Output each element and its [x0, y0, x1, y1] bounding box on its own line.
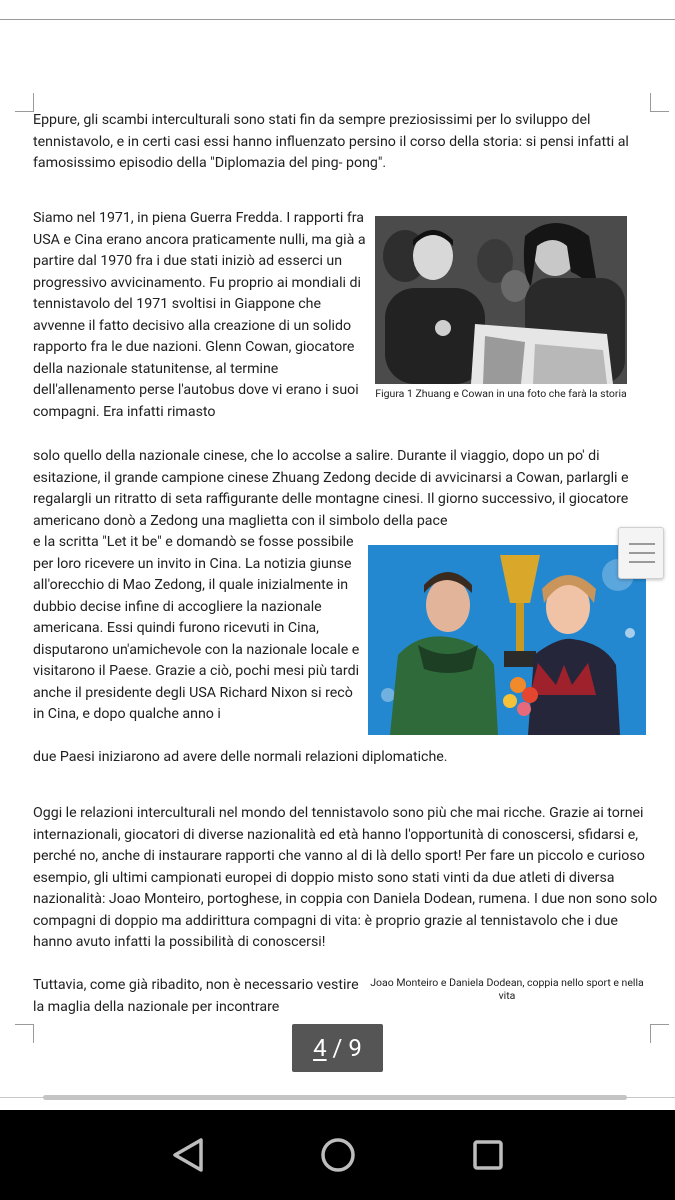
paragraph-1971-story-part4: due Paesi iniziarono ad avere delle normali relazioni diplomatiche. [33, 749, 448, 765]
page-corner-mark [15, 1024, 34, 1043]
page-indicator[interactable] [292, 1024, 383, 1072]
paragraph-1971-story-part2: solo quello della nazionale cinese, che lo accolse a salire. Durante il viaggio, dopo un po' di esitazione, il grande campione cinese Zhuang Zedong decide di avvicinarsi a Cowan, parlargli e regalargli un ritratto di seta raffigurante delle montagne cinesi. Il giorno successivo, il giocatore americano donò a Zedong una maglietta con il simbolo della pace [33, 448, 629, 529]
page-corner-mark [15, 93, 34, 112]
home-button[interactable] [313, 1130, 363, 1180]
page-corner-mark [650, 1024, 669, 1043]
top-divider [0, 19, 675, 20]
hamburger-icon [629, 561, 655, 563]
current-page-number: 4 [313, 1034, 327, 1062]
recents-button[interactable] [463, 1130, 513, 1180]
paragraph-1971-story-part1: Siamo nel 1971, in piena Guerra Fredda. I rapporti fra USA e Cina erano ancora praticamente nulli, ma già a partire dal 1970 fra i due stati iniziò ad esserci un progressivo avvicinamento. Fu proprio ai mondiali di tennistavolo del 1971 svoltisi in Giappone che avvenne il fatto decisivo alla creazione di un solido rapporto fra le due nazioni. Glenn Cowan, giocatore della nazionale statunitense, al termine dell'allenamento perse l'autobus dove vi erano i suoi compagni. Era infatti rimasto [33, 210, 366, 420]
system-navigation-bar [0, 1110, 675, 1200]
page-corner-mark [650, 93, 669, 112]
paragraph-intercultural-today: Oggi le relazioni interculturali nel mondo del tennistavolo sono più che mai ricche. Grazie ai tornei internazionali, giocatori di diverse nazionalità ed età hanno l'opportunità di conoscersi, sfidarsi e, perché no, anche di instaurare rapporti che vanno al di là dello sport! Per fare un piccolo e curioso esempio, gli ultimi campionati europei di doppio misto sono stati vinti da due atleti di diversa nazionalità: Joao Monteiro, portoghese, in coppia con Daniela Dodean, rumena. I due non sono solo compagni di doppio ma addirittura compagni di vita: è proprio grazie al tennistavolo che i due hanno avuto infatti la possibilità di conoscersi! [33, 805, 658, 950]
paragraph-1971-story-part3: e la scritta "Let it be" e domandò se fosse possibile per loro ricevere un invito in Cina. La notizia giunse all'orecchio di Mao Zedong, il quale inizialmente in dubbio decise infine di accogliere la nazionale americana. Essi quindi furono ricevuti in Cina, disputarono un'amichevole con la nazionale locale e visitarono il Paese. Grazie a ciò, pochi mesi più tardi anche il presidente degli USA Richard Nixon si recò in Cina, e dopo qualche anno i [33, 534, 360, 722]
menu-button[interactable] [618, 527, 664, 579]
caption-photo-zhuang-cowan: Figura 1 Zhuang e Cowan in una foto che farà la storia [375, 387, 627, 400]
photo-monteiro-dodean [368, 545, 646, 735]
back-triangle-icon [163, 1130, 213, 1180]
recents-square-icon [463, 1130, 513, 1180]
paragraph-continuation: Tuttavia, come già ribadito, non è necessario vestire la maglia della nazionale per incontrare [33, 977, 359, 1015]
photo-zhuang-cowan [375, 216, 627, 384]
horizontal-scrollbar[interactable] [43, 1095, 627, 1100]
page-separator: / [326, 1034, 349, 1062]
caption-photo-monteiro-dodean: Joao Monteiro e Daniela Dodean, coppia nello sport e nella vita [370, 976, 644, 1002]
hamburger-icon [629, 543, 655, 545]
total-pages: 9 [348, 1034, 362, 1062]
hamburger-icon [629, 552, 655, 554]
home-circle-icon [313, 1130, 363, 1180]
paragraph-ping-pong-diplomacy-intro: Eppure, gli scambi interculturali sono stati fin da sempre preziosissimi per lo sviluppo del tennistavolo, e in certi casi essi hanno influenzato persino il corso della storia: si pensi infatti al famosissimo episodio della "Diplomazia del ping- pong". [33, 112, 629, 171]
back-button[interactable] [163, 1130, 213, 1180]
